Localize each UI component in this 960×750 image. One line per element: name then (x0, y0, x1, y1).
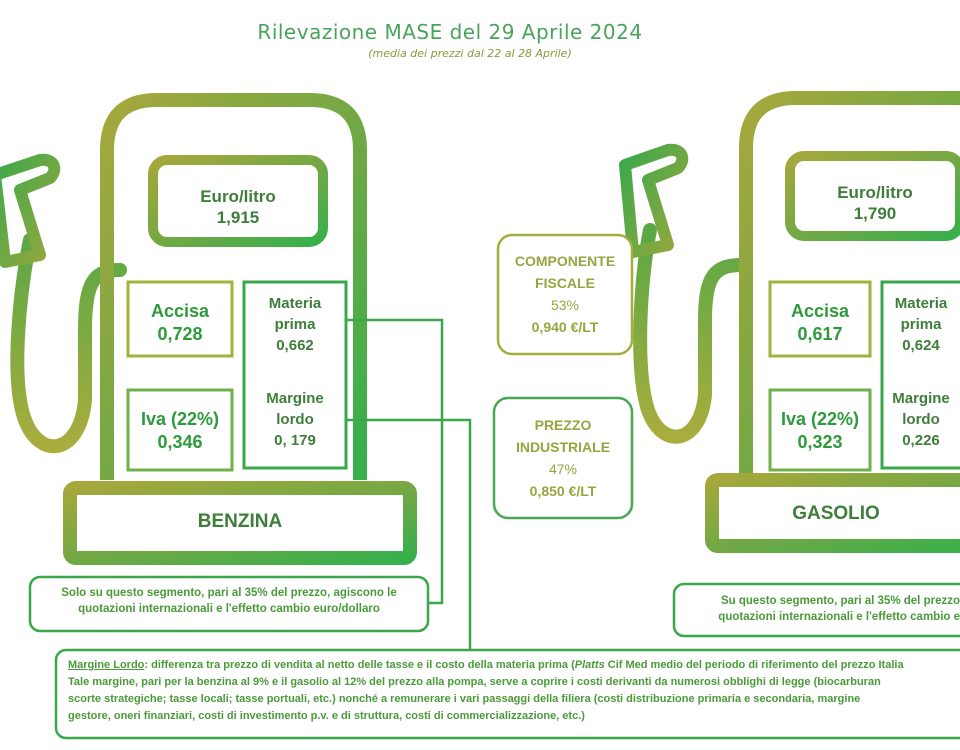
benzina-margine (244, 388, 346, 451)
prezzo-industriale-percent: 47% (548, 461, 578, 477)
benzina-fuel-name: BENZINA (197, 511, 283, 532)
gasolio-price: 1,790 (853, 204, 897, 224)
margine-note-line4: gestore, oneri finanziari, costi di investimento p.v. e di struttura, costi di commercializzazione, etc.) (68, 710, 585, 722)
segment-note-left-line1: Solo su questo segmento, pari al 35% del prezzo, agiscono le (61, 587, 397, 599)
benzina-unit-label: Euro/litro (200, 187, 276, 206)
margine-line1-b: Cif Med medio del periodo di riferimento del prezzo Italia (604, 659, 904, 671)
segment-note-right-line1: Su questo segmento, pari al 35% del prezzo (720, 595, 960, 607)
componente-fiscale-line1: COMPONENTE (514, 253, 616, 269)
gasolio-unit-label: Euro/litro (837, 183, 913, 202)
gasolio-iva (770, 408, 870, 453)
segment-note-right-line2: quotazioni internazionali e l'effetto cambio e (718, 611, 960, 623)
benzina-accisa-label: Accisa (150, 301, 210, 321)
componente-fiscale-amount: 0,940 €/LT (531, 319, 599, 335)
prezzo-industriale-line1: PREZZO (534, 417, 592, 433)
benzina-materia-value: 0,662 (276, 337, 314, 354)
benzina-accisa (128, 300, 232, 345)
margine-term: Margine Lordo (68, 659, 145, 671)
gasolio-display (790, 182, 960, 225)
benzina-display (153, 186, 323, 229)
gasolio-accisa-value: 0,617 (797, 323, 843, 344)
margine-note-line3: scorte strategiche; tasse locali; tasse portuali, etc.) nonché a remunerare i vari passaggi della filiera (costi distribuzione primaria e secondaria, margine (68, 693, 861, 705)
margine-note (68, 657, 960, 725)
margine-note-line2: Tale margine, pari per la benzina al 9% e il gasolio al 12% del prezzo alla pompa, serve a coprire i costi derivanti da numerosi obblighi di legge (biocarburan (68, 676, 881, 688)
gasolio-accisa (770, 300, 870, 345)
benzina-iva-value: 0,346 (157, 431, 203, 452)
benzina-margine-label-2: lordo (276, 411, 314, 428)
gasolio-fuel-name: GASOLIO (792, 503, 880, 524)
benzina-margine-label-1: Margine (266, 390, 324, 407)
gasolio-margine-label-1: Margine (892, 390, 950, 407)
segment-note-left (30, 585, 428, 617)
benzina-materia-label-1: Materia (268, 295, 322, 312)
benzina-iva (128, 408, 232, 453)
prezzo-industriale-amount: 0,850 €/LT (529, 483, 597, 499)
margine-line1-a: : differenza tra prezzo di vendita al netto delle tasse e il costo della materia prima ( (144, 659, 575, 671)
gasolio-margine (882, 388, 960, 451)
gasolio-materia (882, 293, 960, 356)
margine-line1-platts: Platts (574, 659, 605, 671)
margine-note-line1 (68, 657, 960, 674)
benzina-accisa-value: 0,728 (157, 323, 203, 344)
gasolio-iva-value: 0,323 (797, 431, 843, 452)
componente-fiscale-text (498, 250, 632, 338)
benzina-margine-value: 0, 179 (274, 432, 316, 449)
segment-note-left-line2: quotazioni internazionali e l'effetto cambio euro/dollaro (78, 603, 380, 615)
page-title: Rilevazione MASE del 29 Aprile 2024 (257, 20, 643, 44)
componente-fiscale-line2: FISCALE (535, 275, 595, 291)
benzina-materia (244, 293, 346, 356)
gasolio-iva-label: Iva (22%) (780, 409, 860, 429)
gasolio-materia-value: 0,624 (902, 337, 940, 354)
gasolio-margine-value: 0,226 (902, 432, 940, 449)
page-subtitle: (media dei prezzi dal 22 al 28 Aprile) (368, 47, 572, 60)
prezzo-industriale-text (494, 414, 632, 502)
benzina-price: 1,915 (216, 208, 260, 228)
benzina-iva-label: Iva (22%) (140, 409, 220, 429)
prezzo-industriale-line2: INDUSTRIALE (515, 439, 611, 455)
gasolio-materia-label-1: Materia (894, 295, 948, 312)
benzina-materia-label-2: prima (274, 316, 316, 333)
gasolio-accisa-label: Accisa (790, 301, 850, 321)
gasolio-materia-label-2: prima (900, 316, 942, 333)
gasolio-margine-label-2: lordo (902, 411, 940, 428)
segment-note-right (690, 593, 960, 625)
componente-fiscale-percent: 53% (550, 297, 580, 313)
